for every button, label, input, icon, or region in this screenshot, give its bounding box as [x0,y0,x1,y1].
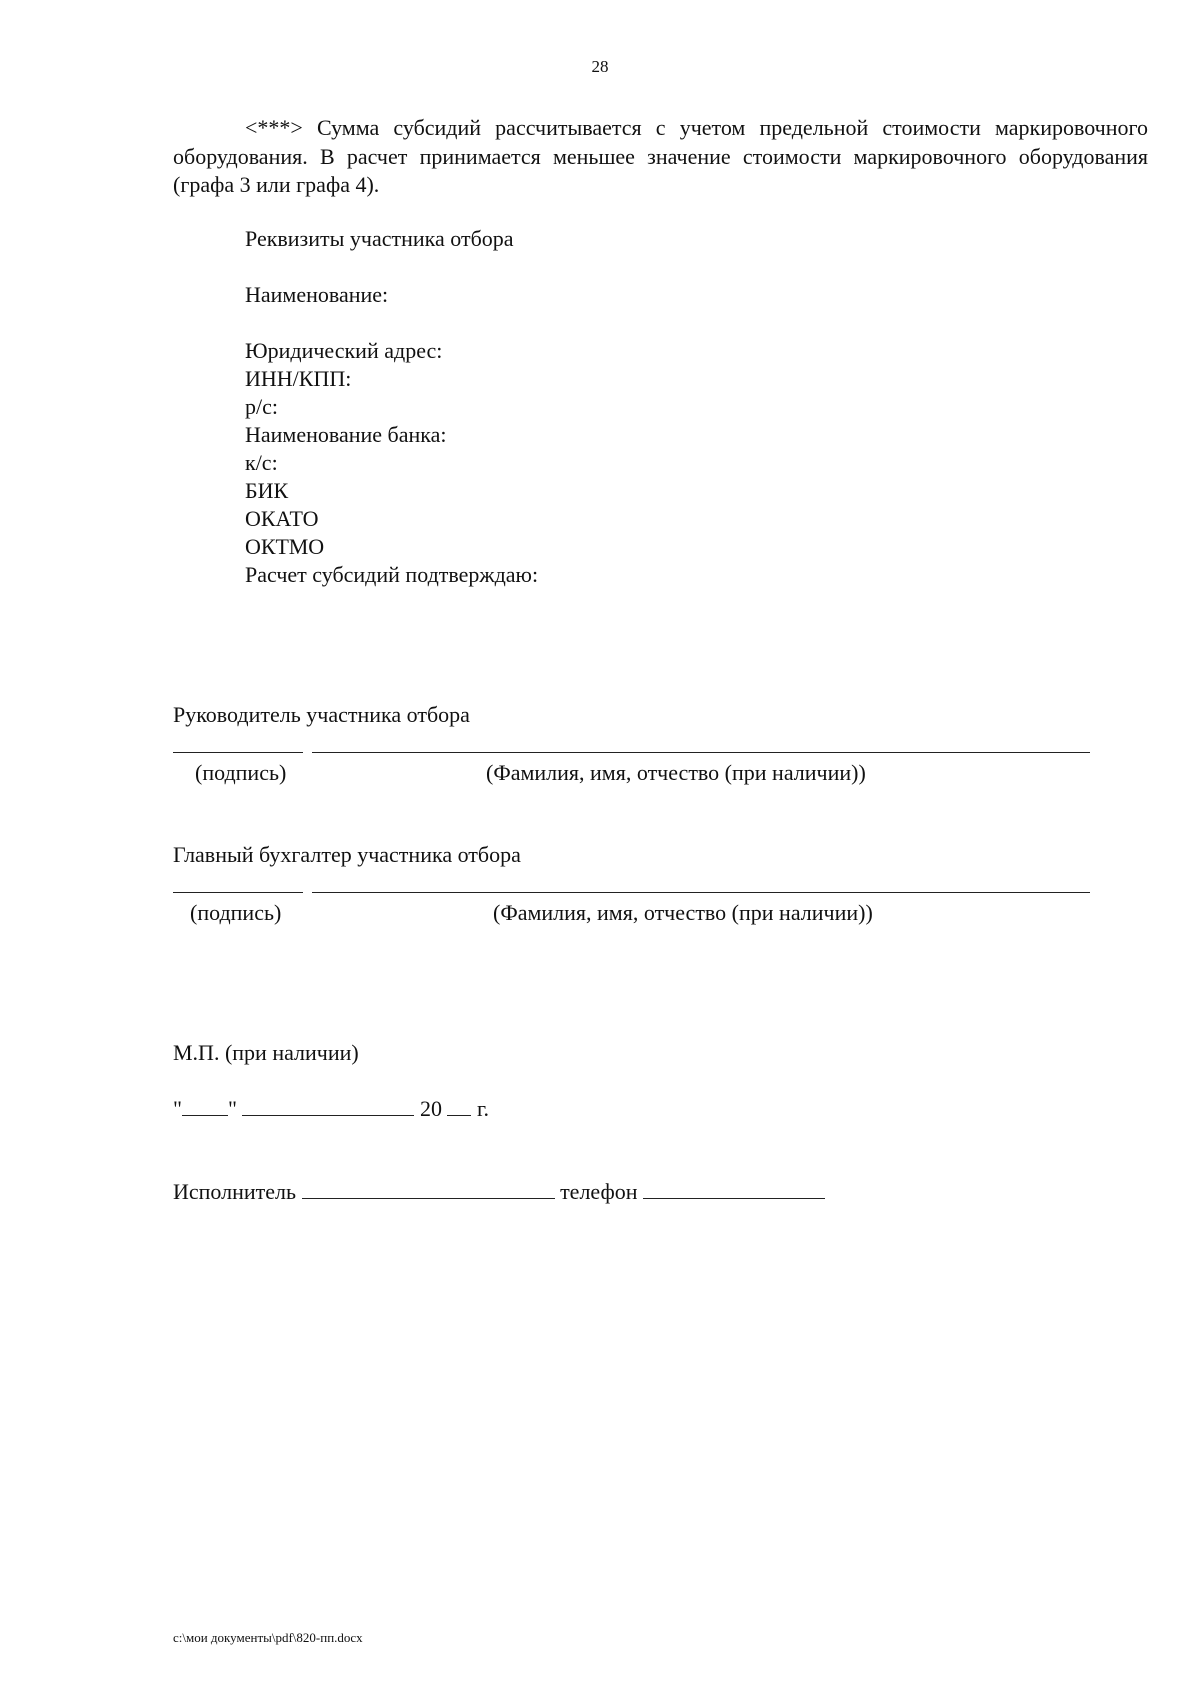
year-blank [447,1097,471,1116]
accountant-signature-caption: (подпись) [190,900,282,925]
footnote-text: <***> Сумма субсидий рассчитывается с учетом предельной стоимости маркировочного оборудования. В расчет принимается меньшее значение стоимости маркировочного оборудования (графа 3 или графа 4). [173,115,1148,197]
date-close-quote: " [227,1096,237,1121]
footer-file-path: c:\мои документы\pdf\820-пп.docx [173,1630,363,1645]
field-account: р/с: [245,394,278,419]
page-number: 28 [591,57,609,76]
phone-blank [643,1180,825,1199]
field-bik: БИК [245,478,289,503]
executor-label: Исполнитель [173,1179,297,1204]
field-inn-kpp: ИНН/КПП: [245,366,352,391]
field-confirm: Расчет субсидий подтверждаю: [245,562,539,587]
field-bank-name: Наименование банка: [245,422,447,447]
accountant-signature-line [173,892,303,893]
date-open-quote: " [173,1096,182,1121]
field-corr-account: к/с: [245,450,278,475]
field-oktmo: ОКТМО [245,534,325,559]
head-fio-caption: (Фамилия, имя, отчество (при наличии)) [486,760,866,785]
year-suffix: г. [476,1096,490,1121]
accountant-fio-caption: (Фамилия, имя, отчество (при наличии)) [493,900,873,925]
executor-line [173,1178,825,1206]
head-title: Руководитель участника отбора [173,702,470,727]
month-blank [242,1097,414,1116]
stamp-label: М.П. (при наличии) [173,1040,359,1065]
date-line [173,1095,489,1123]
field-okato: ОКАТО [245,506,319,531]
year-prefix: 20 [419,1096,442,1121]
executor-blank [302,1180,555,1199]
phone-label: телефон [560,1179,638,1204]
requisites-heading: Реквизиты участника отбора [245,226,514,251]
field-legal-address: Юридический адрес: [245,338,443,363]
name-label: Наименование: [245,282,389,307]
head-fio-line [312,752,1090,753]
accountant-title: Главный бухгалтер участника отбора [173,842,521,867]
day-blank [182,1097,228,1116]
accountant-fio-line [312,892,1090,893]
head-signature-line [173,752,303,753]
head-signature-caption: (подпись) [195,760,287,785]
